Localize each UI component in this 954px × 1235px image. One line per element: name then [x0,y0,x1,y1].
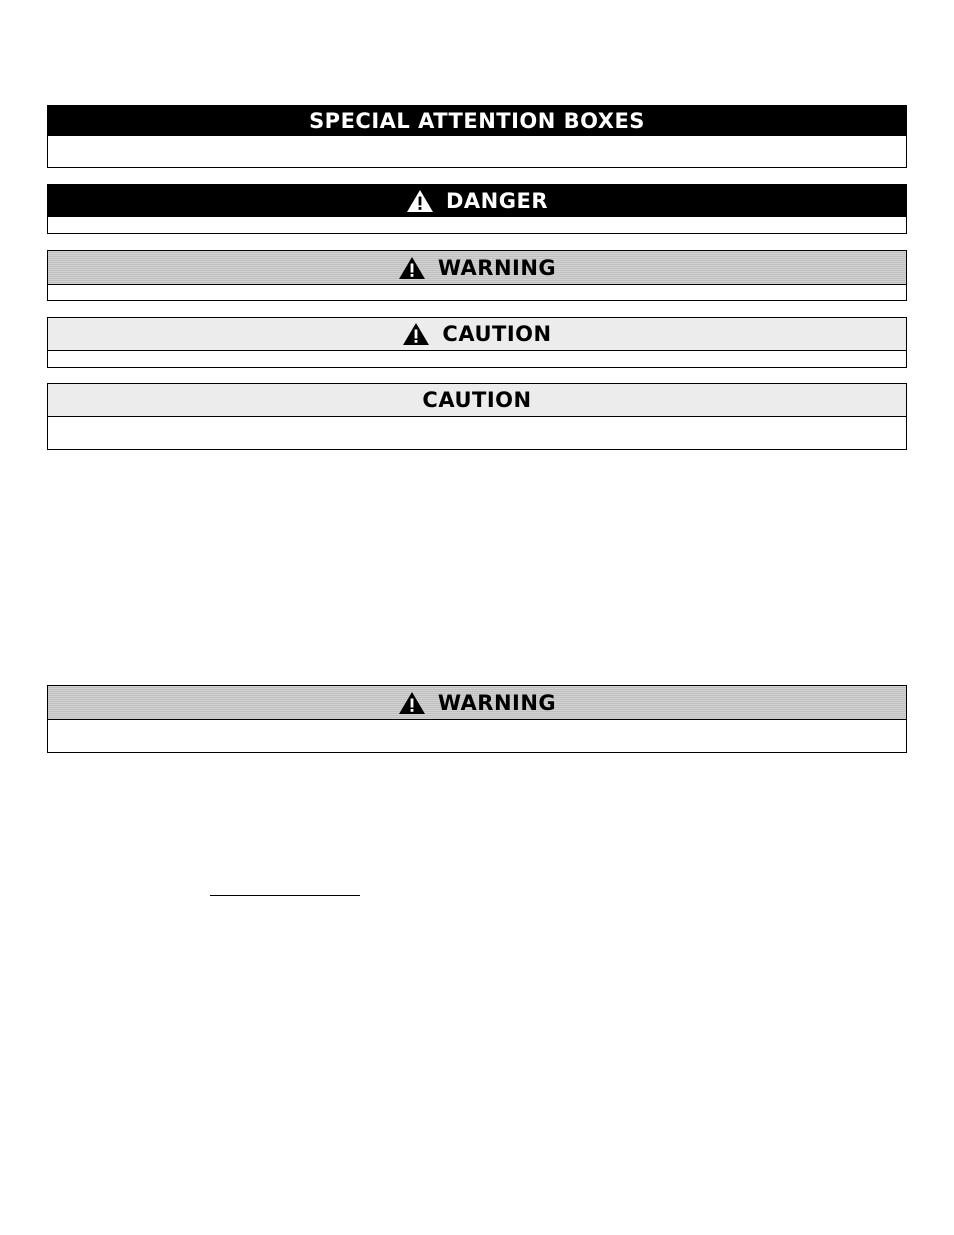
danger-title: DANGER [445,188,548,213]
special-attention-header [48,106,906,136]
caution-box [47,317,907,368]
danger-box [47,184,907,234]
caution-title: CAUTION [442,322,552,346]
warning-triangle-icon [402,322,430,346]
warning-box [47,250,907,301]
caution-plain-body [48,417,906,449]
warning-title-2: WARNING [437,690,557,715]
warning-triangle-icon [406,189,434,213]
warning-header [48,251,906,285]
warning-box-2 [47,685,907,753]
warning-body [48,285,906,300]
special-attention-box [47,105,907,168]
caution-plain-box [47,383,907,450]
caution-plain-title: CAUTION [422,388,532,412]
warning-body-2 [48,720,906,752]
danger-header [48,185,906,217]
special-attention-body [48,136,906,167]
warning-triangle-icon [398,256,426,280]
warning-header-2 [48,686,906,720]
danger-body [48,217,906,233]
underline-rule [210,895,360,896]
warning-triangle-icon [398,691,426,715]
caution-header [48,318,906,351]
caution-body [48,351,906,367]
special-attention-title: SPECIAL ATTENTION BOXES [309,108,645,133]
warning-title: WARNING [437,255,557,280]
caution-plain-header [48,384,906,417]
